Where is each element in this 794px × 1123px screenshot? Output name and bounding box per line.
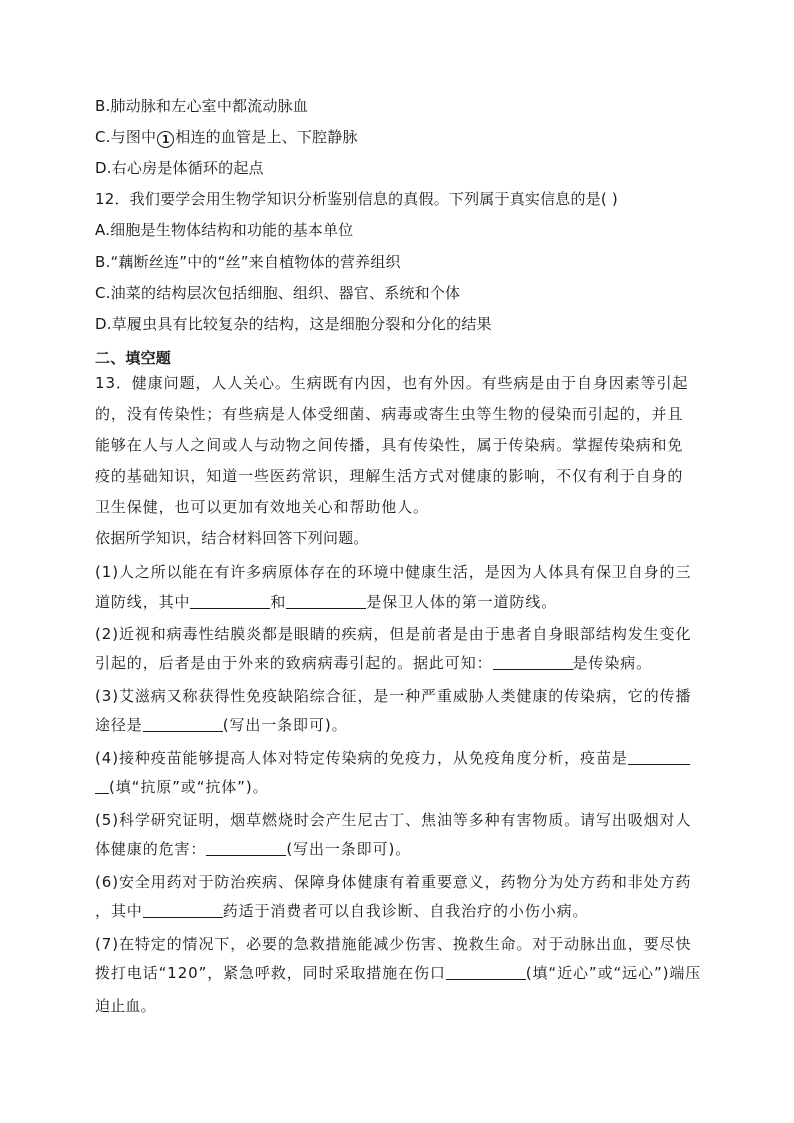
q13-sub4-line-1 bbox=[95, 747, 690, 769]
q13-sub3-line-1: (3)艾滋病又称获得性免疫缺陷综合征，是一种严重威胁人类健康的传染病，它的传播 bbox=[95, 687, 692, 705]
q13-sub2-line-2 bbox=[95, 652, 652, 674]
answer-blank-1b[interactable] bbox=[286, 592, 366, 609]
answer-blank-6[interactable] bbox=[143, 901, 223, 918]
q13-sub1-text-c: 是保卫人体的第一道防线。 bbox=[366, 593, 558, 611]
q13-sub6-line-2 bbox=[95, 900, 588, 922]
q13-sub7-line-3: 迫止血。 bbox=[95, 997, 156, 1015]
q13-paragraph-line-2: 的，没有传染性；有些病是人体受细菌、病毒或寄生虫等生物的侵染而引起的，并且 bbox=[95, 405, 684, 423]
q13-sub7-line-2 bbox=[95, 962, 701, 984]
answer-blank-4[interactable] bbox=[628, 748, 690, 765]
q11-option-c bbox=[95, 126, 358, 148]
q12-option-c: C.油菜的结构层次包括细胞、组织、器官、系统和个体 bbox=[95, 284, 461, 302]
answer-blank-2[interactable] bbox=[493, 653, 573, 670]
q13-sub7-text-a: 拨打电话“120”，紧急呼救，同时采取措施在伤口 bbox=[95, 964, 446, 982]
q13-sub5-line-2 bbox=[95, 838, 411, 860]
q13-sub7-text-b: (填“近心”或“远心”)端压 bbox=[525, 964, 702, 982]
q11-option-c-prefix: C.与图中 bbox=[95, 128, 157, 146]
answer-blank-3[interactable] bbox=[143, 715, 223, 732]
q13-paragraph-line-3: 能够在人与人之间或人与动物之间传播，具有传染性，属于传染病。掌握传染病和免 bbox=[95, 436, 684, 454]
q13-intro: 依据所学知识，结合材料回答下列问题。 bbox=[95, 529, 369, 547]
q11-option-d: D.右心房是体循环的起点 bbox=[95, 159, 264, 177]
q13-sub3-text-a: 途径是 bbox=[95, 716, 143, 734]
q13-sub5-text-b: (写出一条即可)。 bbox=[286, 840, 412, 858]
q13-sub6-line-1: (6)安全用药对于防治疾病、保障身体健康有着重要意义，药物分为处方药和非处方药 bbox=[95, 873, 692, 891]
q13-paragraph-line-4: 疫的基础知识，知道一些医药常识，理解生活方式对健康的影响，不仅有利于自身的 bbox=[95, 467, 684, 485]
q13-sub1-text-a: 道防线，其中 bbox=[95, 593, 191, 611]
q13-sub4-text-a: (4)接种疫苗能够提高人体对特定传染病的免疫力，从免疫角度分析，疫苗是 bbox=[95, 749, 628, 767]
q12-option-d: D.草履虫具有比较复杂的结构，这是细胞分裂和分化的结果 bbox=[95, 315, 492, 333]
circled-number-marker: 1 bbox=[157, 131, 174, 148]
q12-option-a: A.细胞是生物体结构和功能的基本单位 bbox=[95, 221, 354, 239]
q13-sub6-text-a: ，其中 bbox=[95, 902, 143, 920]
answer-blank-5[interactable] bbox=[206, 839, 286, 856]
q13-paragraph-line-1: 13．健康问题，人人关心。生病既有内因，也有外因。有些病是由于自身因素等引起 bbox=[95, 374, 689, 392]
q13-paragraph-line-5: 卫生保健，也可以更加有效地关心和帮助他人。 bbox=[95, 498, 429, 516]
q13-sub4-line-2 bbox=[95, 776, 269, 798]
q13-sub7-line-1: (7)在特定的情况下，必要的急救措施能减少伤害、挽救生命。对于动脉出血，要尽快 bbox=[95, 935, 692, 953]
q13-sub2-line-1: (2)近视和病毒性结膜炎都是眼睛的疾病，但是前者是由于患者自身眼部结构发生变化 bbox=[95, 625, 692, 643]
answer-blank-7[interactable] bbox=[446, 963, 526, 980]
q13-sub2-text-a: 引起的，后者是由于外来的致病病毒引起的。据此可知： bbox=[95, 654, 493, 672]
q13-sub3-line-2 bbox=[95, 714, 348, 736]
q13-sub1-text-b: 和 bbox=[270, 593, 287, 611]
q13-sub1-line-2 bbox=[95, 591, 557, 613]
q11-option-c-suffix: 相连的血管是上、下腔静脉 bbox=[175, 128, 358, 146]
q13-sub2-text-b: 是传染病。 bbox=[572, 654, 653, 672]
q13-sub5-text-a: 体健康的危害： bbox=[95, 840, 207, 858]
q13-sub3-text-b: (写出一条即可)。 bbox=[222, 716, 348, 734]
q13-sub4-text-b: (填“抗原”或“抗体”)。 bbox=[109, 778, 269, 796]
q13-sub5-line-1: (5)科学研究证明，烟草燃烧时会产生尼古丁、焦油等多种有害物质。请写出吸烟对人 bbox=[95, 811, 692, 829]
q12-stem: 12．我们要学会用生物学知识分析鉴别信息的真假。下列属于真实信息的是( ) bbox=[95, 190, 618, 208]
answer-blank-1a[interactable] bbox=[190, 592, 270, 609]
q13-sub6-text-b: 药适于消费者可以自我诊断、自我治疗的小伤小病。 bbox=[222, 902, 589, 920]
q11-option-b: B.肺动脉和左心室中都流动脉血 bbox=[95, 97, 309, 115]
answer-blank-4-continued[interactable] bbox=[95, 777, 109, 794]
q12-option-b: B.“藕断丝连”中的“丝”来自植物体的营养组织 bbox=[95, 253, 401, 271]
section-title-fill-in: 二、填空题 bbox=[95, 349, 172, 367]
q13-sub1-line-1: (1)人之所以能在有许多病原体存在的环境中健康生活，是因为人体具有保卫自身的三 bbox=[95, 563, 692, 581]
